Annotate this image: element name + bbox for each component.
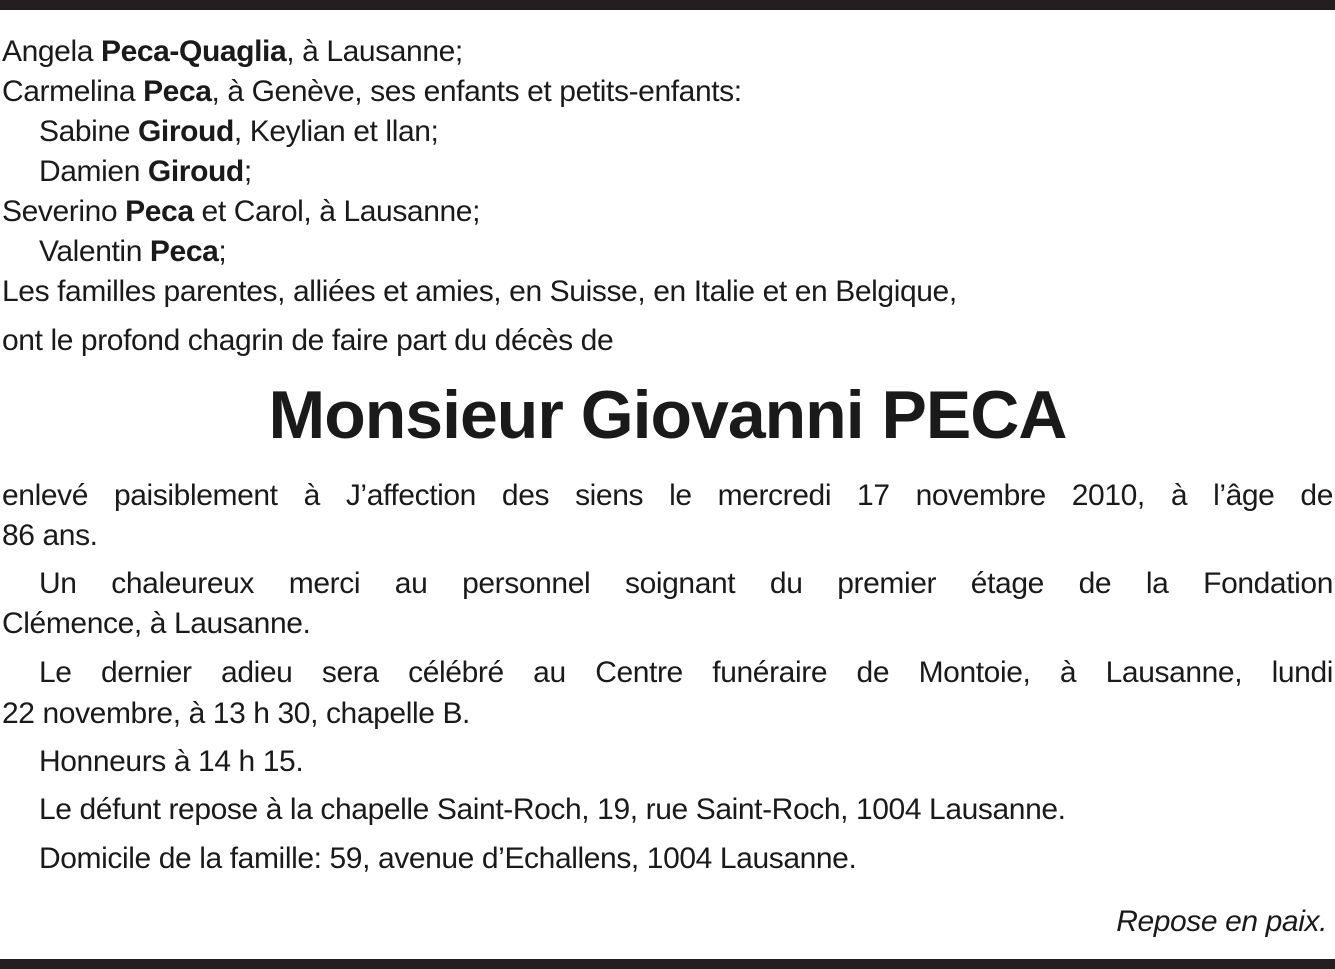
family-line-2: Carmelina Peca, à Genève, ses enfants et petits-enfants: [2,75,742,108]
paragraph-5: Le défunt repose à la chapelle Saint-Roch, 19, rue Saint-Roch, 1004 Lausanne. [39,793,1066,826]
closing-phrase: Repose en paix. [1116,905,1327,938]
family-line-5: Severino Peca et Carol, à Lausanne; [2,195,481,228]
family-line-3: Sabine Giroud, Keylian et llan; [39,115,439,148]
paragraph-2-line-2: Clémence, à Lausanne. [2,607,311,640]
announcement-line: ont le profond chagrin de faire part du décès de [2,324,614,357]
bottom-border-rule [0,959,1335,969]
paragraph-2-line-1: Un chaleureux merci au personnel soignant du premier étage de la Fondation [39,567,1333,600]
family-line-1: Angela Peca-Quaglia, à Lausanne; [2,35,463,68]
deceased-name-heading: Monsieur Giovanni PECA [268,377,1067,453]
family-line-7: Les familles parentes, alliées et amies, en Suisse, en Italie et en Belgique, [2,275,957,308]
paragraph-1-line-1: enlevé paisiblement à J’affection des siens le mercredi 17 novembre 2010, à l’âge de [2,479,1333,512]
paragraph-1-line-2: 86 ans. [2,519,98,552]
family-line-6: Valentin Peca; [39,235,227,268]
paragraph-3-line-1: Le dernier adieu sera célébré au Centre funéraire de Montoie, à Lausanne, lundi [39,656,1333,689]
paragraph-4: Honneurs à 14 h 15. [39,745,304,778]
family-line-4: Damien Giroud; [39,155,252,188]
paragraph-6: Domicile de la famille: 59, avenue d’Echallens, 1004 Lausanne. [39,842,857,875]
top-border-rule [0,0,1335,10]
paragraph-3-line-2: 22 novembre, à 13 h 30, chapelle B. [2,697,470,730]
